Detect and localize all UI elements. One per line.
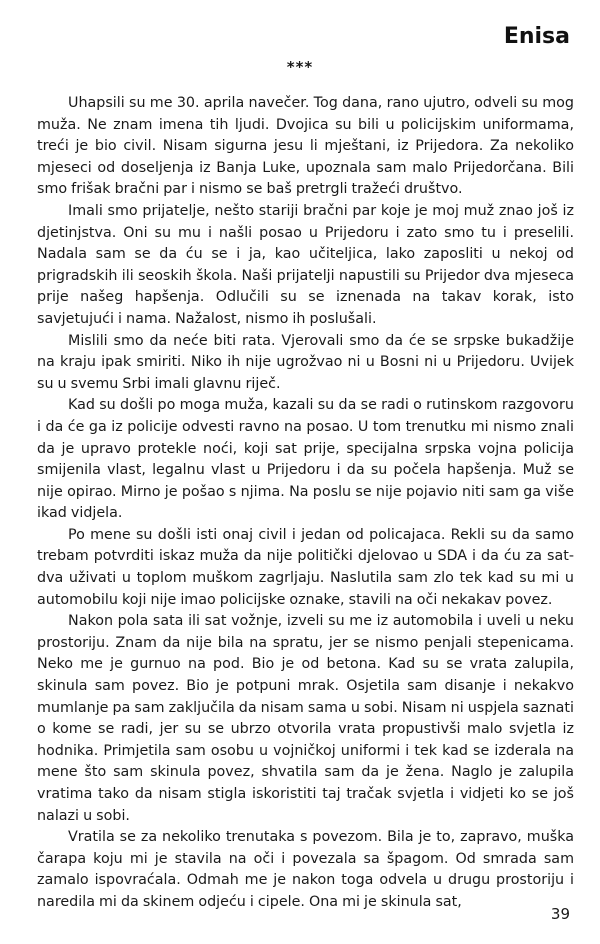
section-separator: ***: [286, 58, 314, 76]
paragraph: Imali smo prijatelje, nešto stariji bračni par koje je moj muž znao još iz djetinjstva. Oni su mu i našli posao u Prijedoru i zato smo tu i preselili. Nadala sam se da ću se i ja, kao učiteljica, lako zaposliti u nekoj od prigradskih ili seoskih škola. Naši prijatelji napustili su Prijedor dva mjeseca prije našeg hapšenja. Odlučili su se iznenada na takav korak, isto savjetujući i nama. Nažalost, nismo ih poslušali.: [37, 202, 574, 327]
paragraph: Kad su došli po moga muža, kazali su da se radi o rutinskom razgovoru i da će ga iz policije odvesti ravno na posao. U tom trenutku mi nismo znali da je upravo protekle noći, koji sat prije, specijalna srpska vojna policija smijenila vlast, legalnu vlast u Prijedoru i da su počela hapšenja. Muž se nije opirao. Mirno je pošao s njima. Na poslu se nije pojavio niti sam ga više ikad vidjela.: [37, 397, 574, 522]
body-text: [37, 93, 574, 914]
paragraph: Po mene su došli isti onaj civil i jedan od policajaca. Rekli su da samo trebam potvrditi iskaz muža da nije politički djelovao u SDA i da ću za sat-dva uživati u toplom muškom zagrljaju. Naslutila sam zlo tek kad su mi u automobilu koji nije imao policijske oznake, stavili na oči nekakav povez.: [37, 526, 574, 608]
paragraph: Nakon pola sata ili sat vožnje, izveli su me iz automobila i uveli u neku prostoriju. Znam da nije bila na spratu, jer se nismo penjali stepenicama. Neko me je gurnuo na pod. Bio je od betona. Kad su se vrata zalupila, skinula sam povez. Bio je potpuni mrak. Osjetila sam disanje i nekakvo mumlanje pa sam zaključila da nisam sama u sobi. Nisam ni uspjela saznati o kome se radi, jer su se ubrzo otvorila vrata propustivši malo svjetla iz hodnika. Primjetila sam osobu u vojničkoj uniformi i tek kad se izderala na mene što sam skinula povez, shvatila sam da je žena. Naglo je zalupila vratima tako da nisam stigla iskoristiti taj tračak svjetla i vidjeti ko se još nalazi u sobi.: [37, 613, 574, 824]
paragraph: Uhapsili su me 30. aprila navečer. Tog dana, rano ujutro, odveli su mog muža. Ne znam imena tih ljudi. Dvojica su bili u policijskim uniformama, treći je bio civil. Nisam sigurna jesu li mještani, iz Prijedora. Za nekoliko mjeseci od doseljenja iz Banja Luke, upoznala sam malo Prijedorčana. Bili smo frišak bračni par i nismo se baš pretrgli tražeći društvo.: [37, 95, 574, 198]
paragraph: Mislili smo da neće biti rata. Vjerovali smo da će se srpske bukadžije na kraju ipak smiriti. Niko ih nije ugrožvao ni u Bosni ni u Prijedoru. Uvijek su u svemu Srbi imali glavnu riječ.: [37, 332, 574, 392]
paragraph: Vratila se za nekoliko trenutaka s povezom. Bila je to, zapravo, muška čarapa koju mi je stavila na oči i povezala sa špagom. Od smrada sam zamalo ispovraćala. Odmah me je nakon toga odvela u drugu prostoriju i naredila mi da skinem odjeću i cipele. Ona mi je skinula sat,: [37, 829, 574, 910]
chapter-title: Enisa: [503, 24, 570, 49]
page-number: 39: [550, 905, 570, 923]
